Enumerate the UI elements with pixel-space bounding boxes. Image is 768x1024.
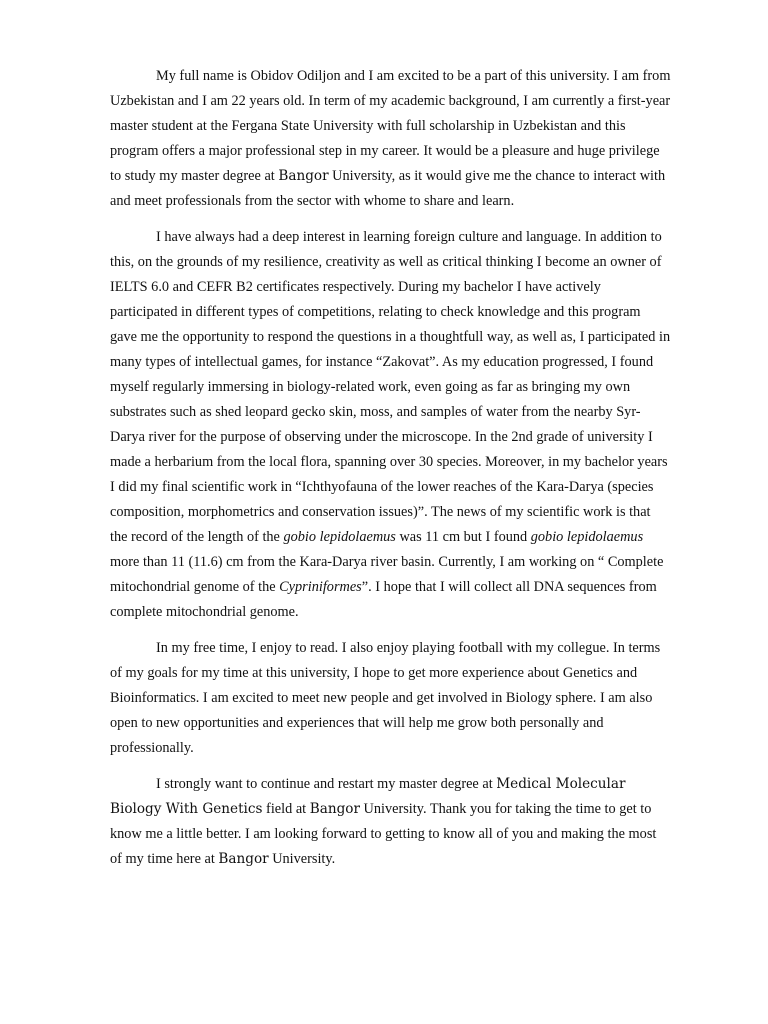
- paragraph-1-run-3: University, as it would give me the chance to interact with and meet professionals from the sector with whome to share and learn.: [110, 168, 666, 209]
- paragraph-2-run-2: gobio lepidolaemus: [283, 529, 396, 545]
- paragraph-3-run-1: In my free time, I enjoy to read. I also enjoy playing football with my collegue. In terms of my goals for my time at this university, I hope to get more experience about Genetics and Bioinformatics. I am excited to meet new people and get involved in Biology sphere. I am also open to new opportunities and experiences that will help me grow both personally and professionally.: [110, 640, 661, 756]
- paragraph-4-run-4: Bangor: [309, 801, 360, 817]
- paragraph-4-run-1: I strongly want to continue and restart my master degree at: [156, 776, 497, 792]
- paragraph-4-run-3: field at: [262, 801, 310, 817]
- paragraph-introduction: [110, 64, 671, 214]
- paragraph-1-run-1: My full name is Obidov Odiljon and I am excited to be a part of this university. I am from Uzbekistan and I am 22 years old. In term of my academic background, I am currently a first-year master student at the Fergana State University with full scholarship in Uzbekistan and this program offers a major professional step in my career. It would be a pleasure and huge privilege to study my master degree at: [110, 68, 671, 184]
- paragraph-1-run-2: Bangor: [278, 168, 329, 184]
- paragraph-closing: [110, 772, 671, 872]
- paragraph-4-run-2: Medical Molecular Biology With Genetics: [110, 776, 626, 817]
- paragraph-2-run-6: Cypriniformes: [279, 579, 362, 595]
- paragraph-2-run-4: gobio lepidolaemus: [530, 529, 644, 545]
- paragraph-2-run-5: more than 11 (11.6) cm from the Kara-Darya river basin. Currently, I am working on “ Complete mitochondrial genome of the: [110, 554, 664, 595]
- paragraph-2-run-3: was 11 cm but I found: [395, 529, 531, 545]
- paragraph-4-run-6: Bangor: [218, 851, 269, 867]
- paragraph-background: [110, 225, 671, 625]
- paragraph-4-run-7: University.: [268, 851, 336, 867]
- paragraph-2-run-7: ”. I hope that I will collect all DNA sequences from complete mitochondrial genome.: [110, 579, 657, 620]
- paragraph-4-run-5: University. Thank you for taking the time to get to know me a little better. I am looking forward to getting to know all of you and making the most of my time here at: [110, 801, 657, 867]
- paragraph-2-run-1: I have always had a deep interest in learning foreign culture and language. In addition to this, on the grounds of my resilience, creativity as well as critical thinking I become an owner of IELTS 6.0 and CEFR B2 certificates respectively. During my bachelor I have actively participated in different types of competitions, relating to check knowledge and this program gave me the opportunity to respond the questions in a thoughtfull way, as well as, I participated in many types of intellectual games, for instance “Zakovat”. As my education progressed, I found myself regularly immersing in biology-related work, even going as far as bringing my own substrates such as shed leopard gecko skin, moss, and samples of water from the nearby Syr-Darya river for the purpose of observing under the microscope. In the 2nd grade of university I made a herbarium from the local flora, spanning over 30 species. Moreover, in my bachelor years I did my final scientific work in “Ichthyofauna of the lower reaches of the Kara-Darya (species composition, morphometrics and conservation issues)”. The news of my scientific work is that the record of the length of the: [110, 229, 671, 545]
- paragraph-free-time: [110, 636, 671, 761]
